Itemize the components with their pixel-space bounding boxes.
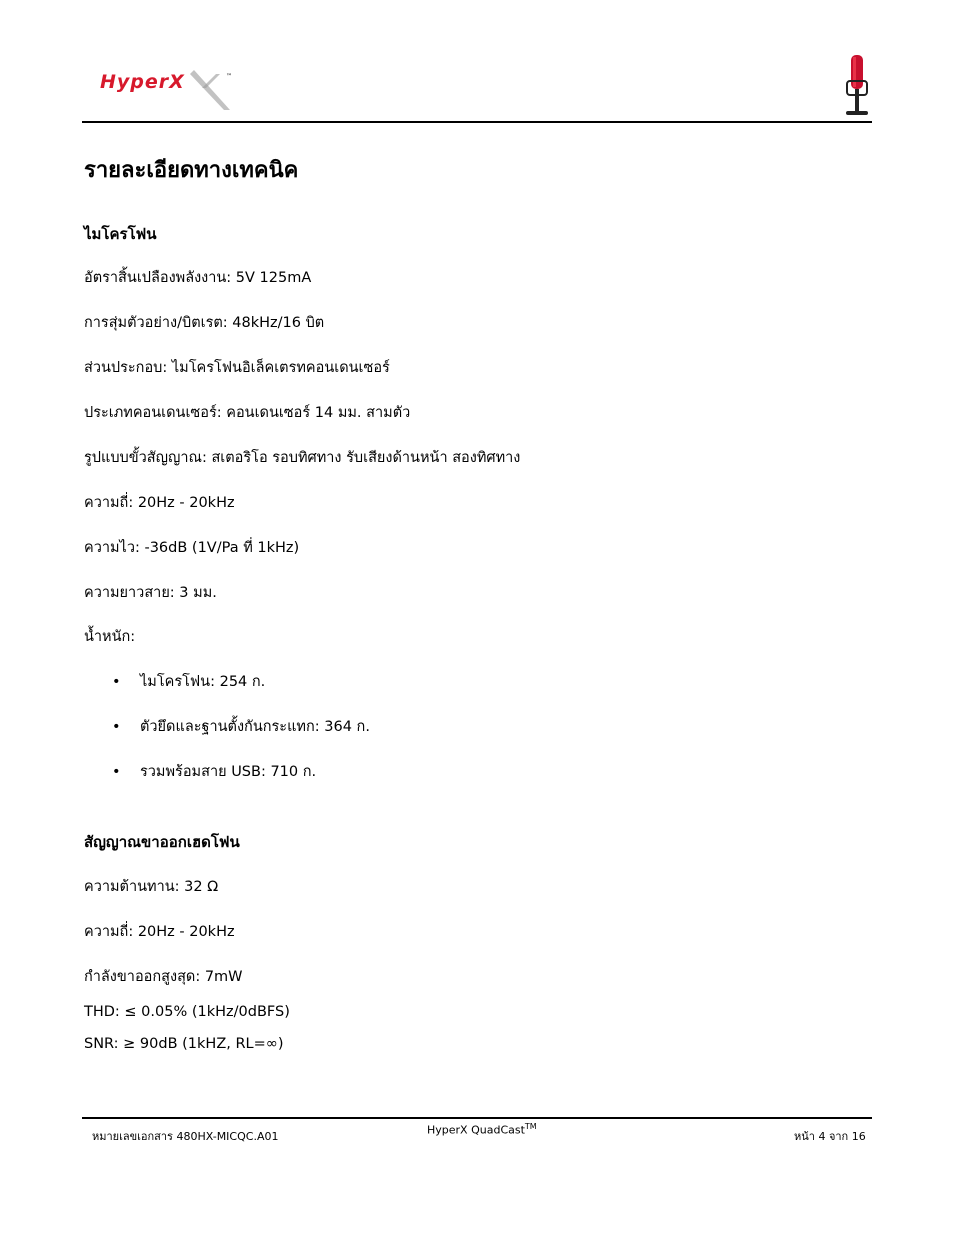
spec-polar-patterns: รูปแบบขั้วสัญญาณ: สเตอริโอ รอบทิศทาง รับเสียงด้านหน้า สองทิศทาง [84, 450, 521, 466]
svg-text:HyperX: HyperX [100, 71, 185, 93]
bullet-icon: • [112, 674, 121, 690]
spec-impedance: ความต้านทาน: 32 Ω [84, 879, 219, 895]
quadcast-microphone-icon [840, 53, 874, 119]
weight-item-text: ตัวยึดและฐานตั้งกันกระแทก: 364 ก. [140, 719, 370, 735]
bullet-icon: • [112, 764, 121, 780]
footer-product [427, 1122, 537, 1137]
headphone-heading: สัญญาณขาออกเฮดโฟน [84, 833, 240, 851]
spec-snr: SNR: ≥ 90dB (1kHZ, RL=∞) [84, 1036, 284, 1052]
weight-item-text: รวมพร้อมสาย USB: 710 ก. [140, 764, 317, 780]
footer-trademark: TM [524, 1122, 537, 1131]
footer-doc-number: หมายเลขเอกสาร 480HX-MICQC.A01 [92, 1130, 279, 1143]
spec-frequency: ความถี่: 20Hz - 20kHz [84, 495, 235, 511]
spec-sensitivity: ความไว: -36dB (1V/Pa ที่ 1kHz) [84, 540, 300, 556]
svg-text:™: ™ [226, 73, 232, 80]
weight-item-mount [112, 715, 370, 738]
hyperx-logo [98, 66, 238, 112]
spec-hp-frequency: ความถี่: 20Hz - 20kHz [84, 924, 235, 940]
spec-element: ส่วนประกอบ: ไมโครโฟนอิเล็คเตรทคอนเดนเซอร์ [84, 360, 390, 376]
footer-rule [82, 1117, 872, 1119]
spec-cable-length: ความยาวสาย: 3 มม. [84, 585, 217, 601]
footer-page-number: หน้า 4 จาก 16 [794, 1130, 866, 1143]
spec-weight-label: น้ำหนัก: [84, 629, 136, 645]
microphone-heading: ไมโครโฟน [84, 225, 157, 243]
bullet-icon: • [112, 719, 121, 735]
weight-item-text: ไมโครโฟน: 254 ก. [140, 674, 266, 690]
header-rule [82, 121, 872, 123]
spec-sample-rate: การสุ่มตัวอย่าง/บิตเรต: 48kHz/16 บิต [84, 315, 325, 331]
spec-max-output: กำลังขาออกสูงสุด: 7mW [84, 969, 243, 985]
weight-item-total [112, 760, 316, 783]
spec-capsule: ประเภทคอนเดนเซอร์: คอนเดนเซอร์ 14 มม. สามตัว [84, 405, 411, 421]
spec-power: อัตราสิ้นเปลืองพลังงาน: 5V 125mA [84, 270, 312, 286]
weight-item-microphone [112, 670, 265, 693]
footer-product-name: HyperX QuadCast [427, 1123, 525, 1137]
page-title: รายละเอียดทางเทคนิค [84, 158, 299, 183]
spec-thd: THD: ≤ 0.05% (1kHz/0dBFS) [84, 1004, 290, 1020]
